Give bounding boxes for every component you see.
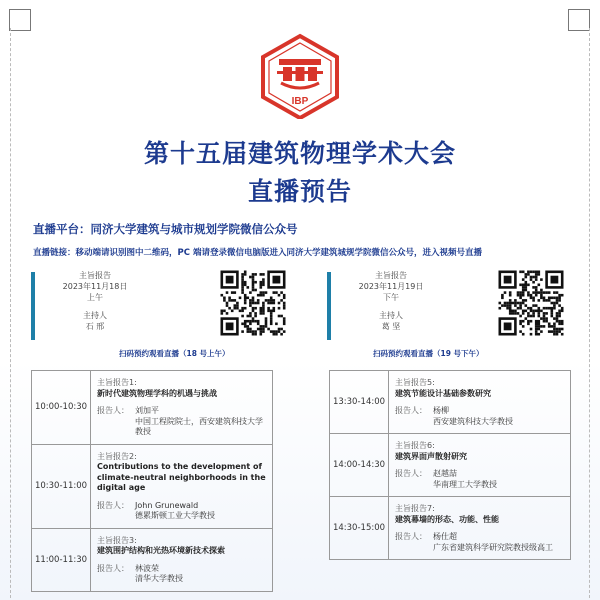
reporter-name: 刘加平 [135, 406, 159, 415]
session-type: 主旨报告 [375, 271, 407, 280]
report-cell [97, 445, 272, 528]
time-slot: 14:30-15:00 [330, 497, 389, 559]
live-platform-value: 同济大学建筑与城市规划学院微信公众号 [90, 222, 298, 236]
reporter-name: 林波荣 [135, 563, 159, 573]
time-slot: 10:30-11:00 [32, 445, 91, 528]
accent-bar [31, 272, 35, 340]
reporter-name: 杨仕超 [433, 532, 457, 541]
table-row [32, 445, 272, 529]
qr-code-afternoon[interactable] [487, 268, 575, 338]
session-period: 下午 [383, 293, 399, 302]
table-row [330, 434, 570, 497]
reporter-affiliation: 广东省建筑科学研究院教授级高工 [433, 542, 553, 552]
live-link-label: 直播链接： [33, 248, 76, 258]
reporter-affiliation: 中国工程院院士，西安建筑科技大学教授 [135, 416, 263, 436]
host-label: 主持人 [83, 311, 107, 320]
session-header-morning [31, 268, 291, 360]
ibp-logo [257, 33, 343, 119]
report-label: 主旨报告5: [395, 378, 435, 387]
reporter-label: 报告人： [97, 563, 129, 573]
live-link [33, 246, 482, 258]
host-name: 葛 坚 [381, 322, 401, 331]
session-date: 2023年11月18日 [62, 282, 128, 291]
time-slot: 10:00-10:30 [32, 371, 91, 444]
report-label: 主旨报告2: [97, 451, 137, 461]
schedule-table-morning [31, 370, 273, 592]
session-info [45, 270, 145, 332]
table-row [330, 497, 570, 560]
report-cell [97, 371, 272, 444]
time-slot: 13:30-14:00 [330, 371, 389, 433]
reporter-label: 报告人： [97, 406, 129, 415]
report-cell [395, 371, 570, 433]
qr-caption: 扫码预约观看直播（18 号上午） [119, 349, 230, 358]
qr-caption: 扫码预约观看直播（19 号下午） [373, 349, 484, 358]
reporter-name: 赵越喆 [433, 469, 457, 478]
host-name: 石 邢 [85, 322, 105, 331]
session-date: 2023年11月19日 [358, 282, 424, 291]
event-subtitle: 直播预告 [247, 177, 352, 206]
table-row [330, 371, 570, 434]
report-cell [395, 434, 570, 496]
report-title: Contributions to the development of climate-neutral neighborhoods in the digital age [97, 462, 266, 492]
report-label: 主旨报告3: [97, 535, 137, 545]
reporter-name: John Grunewald [135, 500, 199, 510]
table-row [32, 529, 272, 592]
report-title: 建筑节能设计基础参数研究 [395, 388, 491, 398]
report-label: 主旨报告6: [395, 441, 435, 450]
session-header-afternoon [327, 268, 587, 360]
session-period: 上午 [87, 293, 103, 302]
reporter-affiliation: 华南理工大学教授 [433, 479, 497, 489]
reporter-label: 报告人： [395, 469, 427, 478]
session-type: 主旨报告 [79, 271, 111, 280]
report-cell [97, 529, 272, 591]
session-info [341, 270, 441, 332]
report-cell [395, 497, 570, 559]
time-slot: 14:00-14:30 [330, 434, 389, 496]
table-row [32, 371, 272, 445]
reporter-label: 报告人： [395, 406, 427, 415]
live-platform [33, 221, 298, 237]
report-title: 建筑围护结构和光热环境新技术探索 [97, 546, 225, 555]
schedule-table-afternoon [329, 370, 571, 560]
qr-code-morning[interactable] [209, 268, 297, 338]
host-label: 主持人 [379, 311, 403, 320]
reporter-label: 报告人： [97, 500, 129, 510]
report-label: 主旨报告7: [395, 504, 435, 513]
report-title: 新时代建筑物理学科的机遇与挑战 [97, 388, 217, 398]
accent-bar [327, 272, 331, 340]
time-slot: 11:00-11:30 [32, 529, 91, 591]
report-title: 建筑界面声散射研究 [395, 451, 467, 461]
reporter-affiliation: 清华大学教授 [135, 574, 183, 583]
reporter-affiliation: 德累斯顿工业大学教授 [135, 511, 215, 520]
logo-text: IBP [291, 96, 309, 107]
reporter-name: 杨柳 [433, 406, 449, 415]
live-link-value: 移动端请识别图中二维码，PC 端请登录微信电脑版进入同济大学建筑城规学院微信公众号，进入视频号直播 [75, 248, 482, 258]
live-platform-label: 直播平台： [33, 222, 91, 236]
report-title: 建筑幕墙的形态、功能、性能 [395, 514, 499, 524]
event-title: 第十五届建筑物理学术大会 [143, 139, 456, 168]
report-label: 主旨报告1: [97, 378, 137, 387]
reporter-label: 报告人： [395, 532, 427, 541]
reporter-affiliation: 西安建筑科技大学教授 [433, 416, 513, 426]
